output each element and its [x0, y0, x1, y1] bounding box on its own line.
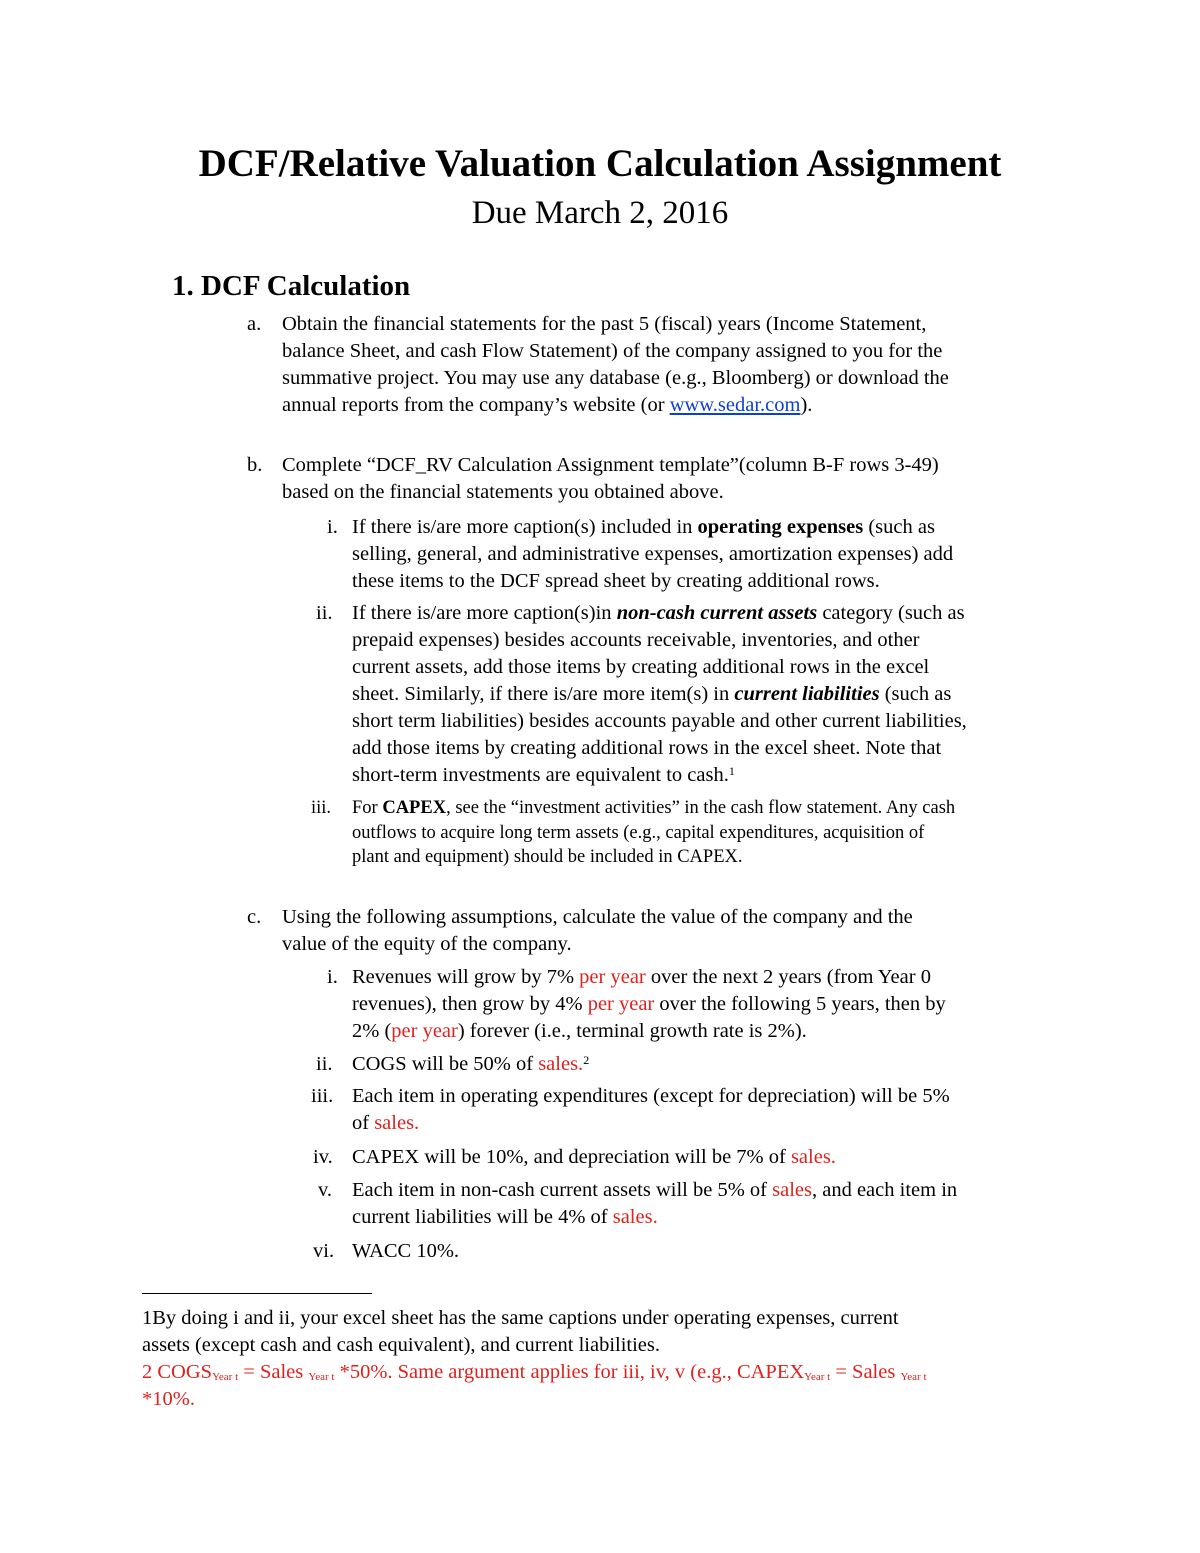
text-run: short-term investments are equivalent to cash. [352, 764, 729, 786]
item-label: ii. [316, 602, 333, 624]
text-run: If there is/are more caption(s)in [352, 602, 617, 624]
text-run: 2 COGS [142, 1361, 213, 1383]
item-c-iv-line-1 [352, 1144, 1097, 1171]
text-run: (such as [863, 516, 935, 538]
item-a-line-2: balance Sheet, and cash Flow Statement) of the company assigned to you for the [282, 340, 943, 362]
highlight-text: sales. [612, 1206, 658, 1228]
text-run: over the following 5 years, then by [654, 993, 946, 1015]
footnote-1-line-2: assets (except cash and cash equivalent), and current liabilities. [142, 1334, 660, 1356]
item-b-iii [300, 796, 1100, 872]
highlight-text: sales. [374, 1112, 420, 1134]
text-run: over the next 2 years (from Year 0 [645, 966, 931, 988]
item-b-ii [300, 600, 1100, 790]
text-run: If there is/are more caption(s) included in [352, 516, 698, 538]
text-run: , and each item in [811, 1179, 958, 1201]
text-run: annual reports from the company’s website (or [282, 394, 670, 416]
item-label: i. [327, 966, 338, 988]
highlight-text: sales [772, 1179, 812, 1201]
item-c-iii-line-1: Each item in operating expenditures (except for depreciation) will be 5% [352, 1085, 950, 1107]
section-title: DCF Calculation [201, 270, 411, 302]
item-c-line-1: Using the following assumptions, calculate the value of the company and the [282, 906, 913, 928]
footnote-separator [142, 1293, 372, 1294]
item-b-i-line-2: selling, general, and administrative expenses, amortization expenses) add [352, 543, 954, 565]
item-c-iv [300, 1144, 1100, 1172]
item-b-iii-line-1 [352, 796, 1097, 821]
text-run: sheet. Similarly, if there is/are more item(s) in [352, 683, 735, 705]
item-b [247, 452, 1107, 508]
text-run: current liabilities will be 4% of [352, 1206, 613, 1228]
text-run: ) forever (i.e., terminal growth rate is 2%). [457, 1020, 807, 1042]
highlight-text: sales. [538, 1053, 584, 1075]
item-b-ii-line-6: add those items by creating additional rows in the excel sheet. Note that [352, 737, 942, 759]
item-label: vi. [313, 1240, 335, 1262]
item-a [247, 311, 1107, 421]
item-c-v-line-1 [352, 1177, 1097, 1204]
text-run: *50%. Same argument applies for iii, iv, v (e.g., CAPEX [334, 1361, 805, 1383]
text-run: revenues), then grow by 4% [352, 993, 588, 1015]
highlight-text: sales. [790, 1146, 836, 1168]
item-c-v [300, 1177, 1100, 1233]
item-label: iii. [311, 1085, 334, 1107]
text-run: CAPEX will be 10%, and depreciation will be 7% of [352, 1146, 791, 1168]
highlight-text: per year [587, 993, 655, 1015]
footnote-1-line-1: 1By doing i and ii, your excel sheet has the same captions under operating expenses, current [142, 1307, 899, 1329]
item-c [247, 904, 1107, 960]
text-run: , see the “investment activities” in the cash flow statement. Any cash [446, 798, 956, 818]
item-c-v-line-2 [352, 1204, 1097, 1231]
bold-term: operating expenses [697, 516, 864, 538]
item-c-line-2: value of the equity of the company. [282, 933, 572, 955]
text-run: (such as [879, 683, 952, 705]
item-label: i. [327, 516, 338, 538]
item-c-i-line-1 [352, 964, 1097, 991]
item-c-i-line-2 [352, 991, 1097, 1018]
item-b-line-2: based on the financial statements you obtained above. [282, 481, 724, 503]
item-b-ii-line-2: prepaid expenses) besides accounts receivable, inventories, and other [352, 629, 920, 651]
item-label: iv. [313, 1146, 333, 1168]
section-number: 1. [172, 270, 194, 302]
item-c-ii [300, 1051, 1100, 1079]
item-c-ii-line-1 [352, 1051, 1097, 1078]
item-a-line-4 [282, 392, 1102, 419]
text-run: For [352, 798, 383, 818]
item-label: b. [247, 454, 263, 476]
item-b-i-line-1 [352, 514, 1097, 541]
item-b-ii-line-7 [352, 762, 1097, 789]
subscript: Year t [804, 1371, 831, 1383]
item-a-line-3: summative project. You may use any database (e.g., Bloomberg) or download the [282, 367, 949, 389]
item-b-ii-line-5: short term liabilities) besides accounts payable and other current liabilities, [352, 710, 967, 732]
due-date: Due March 2, 2016 [471, 195, 729, 231]
bold-italic-term: current liabilities [734, 683, 880, 705]
item-b-iii-line-3: plant and equipment) should be included in CAPEX. [352, 847, 743, 867]
footnote-ref-1: 1 [728, 764, 735, 778]
text-run: Revenues will grow by 7% [352, 966, 580, 988]
text-run: of [352, 1112, 375, 1134]
highlight-text: per year [391, 1020, 458, 1042]
highlight-text: per year [579, 966, 646, 988]
text-run: *10%. [142, 1388, 195, 1410]
text-run: 2% ( [352, 1020, 392, 1042]
item-c-i [300, 964, 1100, 1046]
item-b-ii-line-4 [352, 681, 1097, 708]
text-run: = Sales [238, 1361, 309, 1383]
footnote-ref-2: 2 [583, 1053, 590, 1067]
item-b-i-line-3: these items to the DCF spread sheet by creating additional rows. [352, 570, 880, 592]
item-c-vi-line-1: WACC 10%. [352, 1240, 460, 1262]
item-label: iii. [311, 798, 332, 818]
subscript: Year t [900, 1371, 927, 1383]
document-title: DCF/Relative Valuation Calculation Assignment [198, 142, 1002, 185]
item-c-i-line-3 [352, 1018, 1097, 1045]
section-heading-dcf [172, 266, 410, 306]
text-run: ). [800, 394, 813, 416]
item-b-ii-line-1 [352, 600, 1097, 627]
text-run: category (such as [817, 602, 965, 624]
item-label: c. [247, 906, 262, 928]
subscript: Year t [212, 1371, 239, 1383]
item-b-iii-line-2: outflows to acquire long term assets (e.g., capital expenditures, acquisition of [352, 822, 925, 843]
item-c-iii [300, 1083, 1100, 1139]
item-c-iii-line-2 [352, 1110, 1097, 1137]
item-b-line-1: Complete “DCF_RV Calculation Assignment template”(column B-F rows 3-49) [282, 454, 939, 476]
bold-italic-term: non-cash current assets [616, 602, 818, 624]
text-run: = Sales [830, 1361, 901, 1383]
item-b-ii-line-3: current assets, add those items by creating additional rows in the excel [352, 656, 930, 678]
sedar-link[interactable]: www.sedar.com [669, 394, 801, 416]
text-run: Each item in non-cash current assets will be 5% of [352, 1179, 773, 1201]
item-c-vi [300, 1238, 1100, 1266]
item-b-i [300, 514, 1100, 596]
item-label: a. [247, 313, 262, 335]
text-run: COGS will be 50% of [352, 1053, 539, 1075]
subscript: Year t [308, 1371, 335, 1383]
item-a-line-1: Obtain the financial statements for the past 5 (fiscal) years (Income Statement, [282, 313, 927, 335]
item-label: v. [318, 1179, 333, 1201]
footnote-2 [142, 1359, 1067, 1413]
footnote-1 [142, 1305, 1082, 1359]
item-label: ii. [316, 1053, 333, 1075]
bold-term: CAPEX [382, 798, 447, 818]
